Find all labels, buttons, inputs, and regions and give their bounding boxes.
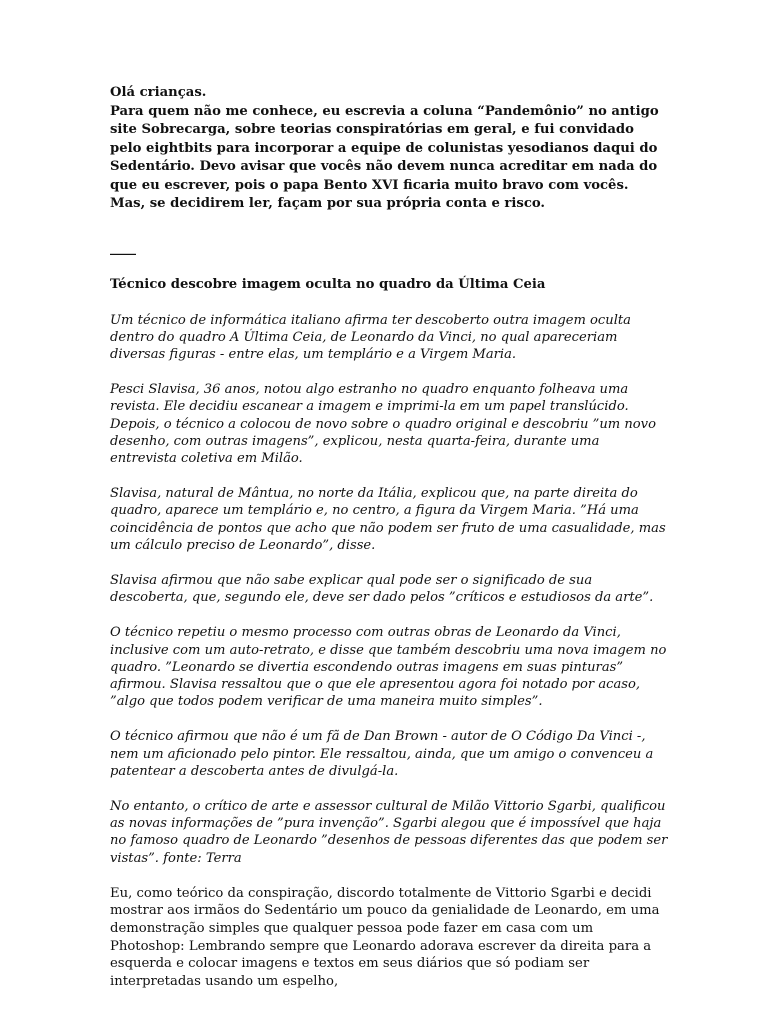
article-paragraph: O técnico repetiu o mesmo processo com outras obras de Leonardo da Vinci, inclusive com um auto-retrato, e disse que também descobriu uma nova imagem no quadro. ”Leonardo se divertia escondendo outras imagens em suas pinturas” afirmou. Slavisa ressaltou que o que ele apresentou agora foi notado por acaso, ”algo que todos podem verificar de uma maneira muito simples”.	[110, 625, 667, 710]
article-paragraph: No entanto, o crítico de arte e assessor cultural de Milão Vittorio Sgarbi, qualificou as novas informações de ”pura invenção”. Sgarbi alegou que é impossível que haja no famoso quadro de Leonardo ”desenhos de pessoas diferentes das que podem ser vistas”. fonte: Terra	[110, 798, 668, 866]
closing-paragraph: Eu, como teórico da conspiração, discordo totalmente de Vittorio Sgarbi e decidi mostrar aos irmãos do Sedentário um pouco da genialidade de Leonardo, em uma demonstração simples que qualquer pessoa pode fazer em casa com um Photoshop: Lembrando sempre que Leonardo adorava escrever da direita para a esquerda e colocar imagens e textos em seus diários que só podiam ser interpretadas usando um espelho,	[110, 885, 660, 989]
article-paragraph: O técnico afirmou que não é um fã de Dan Brown - autor de O Código Da Vinci -, nem um aficionado pelo pintor. Ele ressaltou, ainda, que um amigo o convenceu a patentear a descoberta antes de divulgá-la.	[110, 729, 654, 779]
intro-greeting: Olá crianças.	[110, 85, 207, 100]
separator: ____	[110, 240, 136, 256]
article-body	[110, 312, 668, 867]
article-paragraph: Um técnico de informática italiano afirma ter descoberto outra imagem oculta dentro do quadro A Última Ceia, de Leonardo da Vinci, no qual apareceriam diversas figuras - entre elas, um templário e a Virgem Maria.	[110, 312, 631, 362]
article-paragraph: Slavisa, natural de Mântua, no norte da Itália, explicou que, na parte direita do quadro, aparece um templário e, no centro, a figura da Virgem Maria. ”Há uma coincidência de pontos que acho que não podem ser fruto de uma casualidade, mas um cálculo preciso de Leonardo”, disse.	[110, 486, 666, 553]
intro-body: Para quem não me conhece, eu escrevia a coluna “Pandemônio” no antigo site Sobrecarga, sobre teorias conspiratórias em geral, e fui convidado pelo eightbits para incorporar a equipe de colunistas yesodianos daqui do Sedentário. Devo avisar que vocês não devem nunca acreditar em nada do que eu escrever, pois o papa Bento XVI ficaria muito bravo com vocês. Mas, se decidirem ler, façam por sua própria conta e risco.	[110, 103, 659, 211]
article-paragraph: Slavisa afirmou que não sabe explicar qual pode ser o significado de sua descoberta, que, segundo ele, deve ser dado pelos ”críticos e estudiosos da arte”.	[110, 572, 654, 606]
article-paragraph: Pesci Slavisa, 36 anos, notou algo estranho no quadro enquanto folheava uma revista. Ele decidiu escanear a imagem e imprimi-la em um papel translúcido. Depois, o técnico a colocou de novo sobre o quadro original e descobriu ”um novo desenho, com outras imagens”, explicou, nesta quarta-feira, durante uma entrevista coletiva em Milão.	[110, 382, 656, 466]
article-headline: Técnico descobre imagem oculta no quadro da Última Ceia	[110, 276, 546, 292]
intro-block	[110, 84, 668, 214]
